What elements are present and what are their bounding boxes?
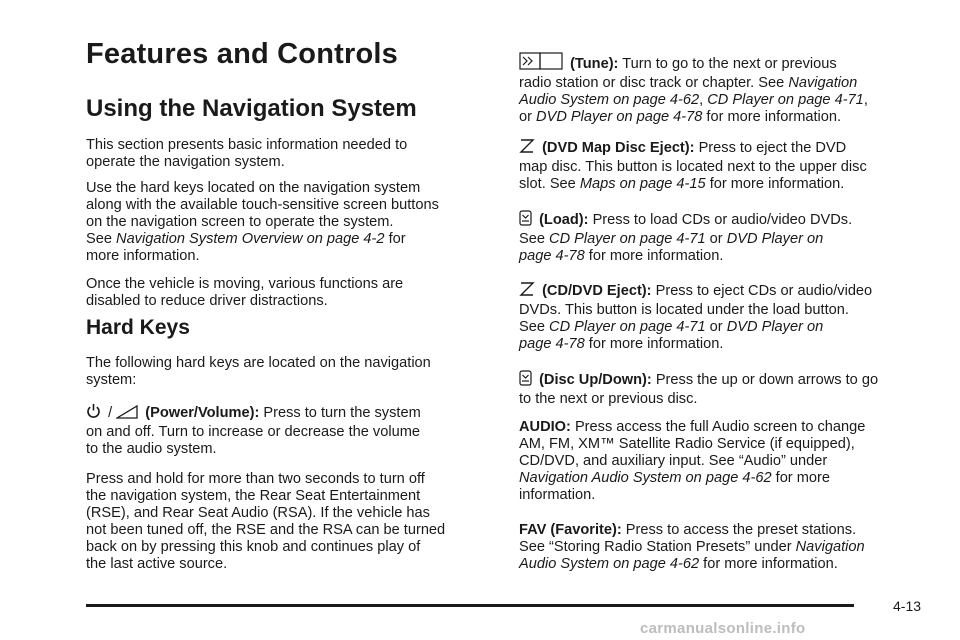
- cross-reference-link[interactable]: Maps on page 4-15: [579, 176, 706, 192]
- text-line: [519, 92, 931, 109]
- key-description: Press to turn the system: [263, 405, 421, 421]
- text: for more information.: [706, 109, 842, 125]
- text: radio station or disc track or chapter. See: [519, 75, 785, 91]
- text: for more information.: [588, 336, 724, 352]
- paragraph-distraction: [86, 276, 498, 310]
- text-line: [519, 281, 931, 302]
- text-line: system:: [86, 372, 137, 388]
- paragraph-load: [519, 210, 931, 265]
- page-number: 4-13: [893, 598, 922, 614]
- or-text: or: [519, 109, 532, 125]
- paragraph-intro: [86, 137, 498, 171]
- comma: ,: [699, 92, 704, 108]
- text-line: AM, FM, XM™ Satellite Radio Service (if equipped),: [519, 436, 855, 452]
- paragraph-hard-keys-usage: [86, 180, 498, 265]
- watermark: carmanualsonline.info: [640, 620, 806, 637]
- load-icon: [519, 210, 532, 231]
- key-label: (Power/Volume):: [145, 405, 260, 421]
- text-line: [86, 403, 498, 424]
- text-line: [519, 539, 931, 556]
- text-line: (RSE), and Rear Seat Audio (RSA). If the vehicle has: [86, 505, 430, 521]
- cross-reference-link[interactable]: CD Player on page 4-71: [707, 92, 864, 108]
- key-label: (Disc Up/Down):: [539, 372, 652, 388]
- key-description: Press the up or down arrows to go: [655, 372, 879, 388]
- text-line: CD/DVD, and auxiliary input. See “Audio” under: [519, 453, 828, 469]
- key-description: Press access the full Audio screen to change: [574, 419, 866, 435]
- cross-reference-link[interactable]: page 4-78: [519, 248, 585, 264]
- text-line: back on by pressing this knob and continues play of: [86, 539, 421, 555]
- cross-reference-link[interactable]: page 4-78: [519, 336, 585, 352]
- text-line: [519, 75, 931, 92]
- text-line: [519, 556, 931, 573]
- cross-reference-link[interactable]: CD Player on page 4-71: [549, 231, 706, 247]
- eject-icon: [519, 138, 535, 159]
- volume-icon: [116, 405, 138, 424]
- cross-reference-link[interactable]: Audio System on page 4-62: [519, 556, 700, 572]
- key-description: Press to access the preset stations.: [625, 522, 857, 538]
- text-line: This section presents basic information needed to: [86, 137, 408, 153]
- text-line: [519, 522, 931, 539]
- text: for more information.: [588, 248, 724, 264]
- paragraph-dvd-map-eject: [519, 138, 931, 193]
- tune-icon: [519, 52, 563, 75]
- text-line: map disc. This button is located next to the upper disc: [519, 159, 867, 175]
- cross-reference-link[interactable]: CD Player on page 4-71: [549, 319, 706, 335]
- cross-reference-link[interactable]: Audio System on page 4-62: [519, 92, 700, 108]
- cross-reference-link[interactable]: DVD Player on: [726, 319, 824, 335]
- or-text: or: [709, 319, 723, 335]
- text: for more information.: [709, 176, 845, 192]
- key-description: Press to eject the DVD: [698, 140, 847, 156]
- key-label: (DVD Map Disc Eject):: [542, 140, 695, 156]
- text-line: [519, 210, 931, 231]
- text-line: more information.: [86, 248, 200, 264]
- text-line: to the next or previous disc.: [519, 391, 698, 407]
- section-heading-hard-keys: Hard Keys: [86, 316, 190, 339]
- separator-text: /: [108, 405, 113, 421]
- text-line: not been tuned off, the RSE and the RSA can be turned: [86, 522, 446, 538]
- or-text: or: [709, 231, 723, 247]
- text-line: [519, 109, 931, 126]
- text-line: to the audio system.: [86, 441, 217, 457]
- text-line: [519, 52, 931, 75]
- paragraph-hard-keys-intro: [86, 355, 498, 389]
- text-line: Once the vehicle is moving, various functions are: [86, 276, 404, 292]
- see-text: See: [519, 319, 545, 335]
- see-text: See: [519, 231, 545, 247]
- text-line: the last active source.: [86, 556, 228, 572]
- key-label: FAV (Favorite):: [519, 522, 622, 538]
- page-title: Features and Controls: [86, 38, 398, 70]
- paragraph-press-hold: [86, 471, 498, 573]
- paragraph-disc-up-down: [519, 370, 931, 408]
- text-line: The following hard keys are located on the navigation: [86, 355, 431, 371]
- paragraph-cd-dvd-eject: [519, 281, 931, 353]
- text-line: [519, 248, 931, 265]
- text-line: Press and hold for more than two seconds to turn off: [86, 471, 425, 487]
- key-label: (Load):: [539, 212, 589, 228]
- text-line: the navigation system, the Rear Seat Entertainment: [86, 488, 421, 504]
- cross-reference-link[interactable]: Navigation Audio System on page 4-62: [519, 470, 772, 486]
- text-line: disabled to reduce driver distractions.: [86, 293, 328, 309]
- see-text: See: [86, 231, 112, 247]
- text-line: information.: [519, 487, 596, 503]
- paragraph-tune: [519, 52, 931, 126]
- text-line: [519, 419, 931, 436]
- paragraph-fav: [519, 522, 931, 573]
- cross-reference-link[interactable]: Navigation: [788, 75, 858, 91]
- text-line: operate the navigation system.: [86, 154, 285, 170]
- text-line: [86, 231, 498, 248]
- key-label: AUDIO:: [519, 419, 571, 435]
- cross-reference-link[interactable]: Navigation: [795, 539, 865, 555]
- text-line: along with the available touch-sensitive screen buttons: [86, 197, 439, 213]
- paragraph-audio: [519, 419, 931, 504]
- key-label: (CD/DVD Eject):: [542, 283, 652, 299]
- power-icon: [86, 403, 101, 424]
- text-line: [519, 370, 931, 391]
- cross-reference-link[interactable]: Navigation System Overview on page 4-2: [116, 231, 385, 247]
- text-line: [519, 138, 931, 159]
- text-line: DVDs. This button is located under the load button.: [519, 302, 849, 318]
- eject-icon: [519, 281, 535, 302]
- cross-reference-link[interactable]: DVD Player on page 4-78: [536, 109, 703, 125]
- paragraph-power-volume: [86, 403, 498, 458]
- text: slot. See: [519, 176, 576, 192]
- text-line: [519, 336, 931, 353]
- disc-updown-icon: [519, 370, 532, 391]
- text-line: [519, 319, 931, 336]
- footer-rule: [86, 604, 854, 607]
- text-line: [519, 470, 931, 487]
- comma: ,: [863, 92, 868, 108]
- cross-reference-link[interactable]: DVD Player on: [726, 231, 824, 247]
- key-description: Turn to go to the next or previous: [622, 56, 837, 72]
- text: for more information.: [703, 556, 838, 572]
- text: See “Storing Radio Station Presets” under: [519, 539, 792, 555]
- key-label: (Tune):: [570, 56, 619, 72]
- text-line: [519, 231, 931, 248]
- text-line: on and off. Turn to increase or decrease the volume: [86, 424, 420, 440]
- text: for more: [775, 470, 830, 486]
- text-line: [519, 176, 931, 193]
- key-description: Press to eject CDs or audio/video: [655, 283, 873, 299]
- for-text: for: [388, 231, 406, 247]
- text-line: on the navigation screen to operate the system.: [86, 214, 394, 230]
- text-line: Use the hard keys located on the navigation system: [86, 180, 421, 196]
- section-heading-navigation: Using the Navigation System: [86, 95, 417, 122]
- key-description: Press to load CDs or audio/video DVDs.: [592, 212, 853, 228]
